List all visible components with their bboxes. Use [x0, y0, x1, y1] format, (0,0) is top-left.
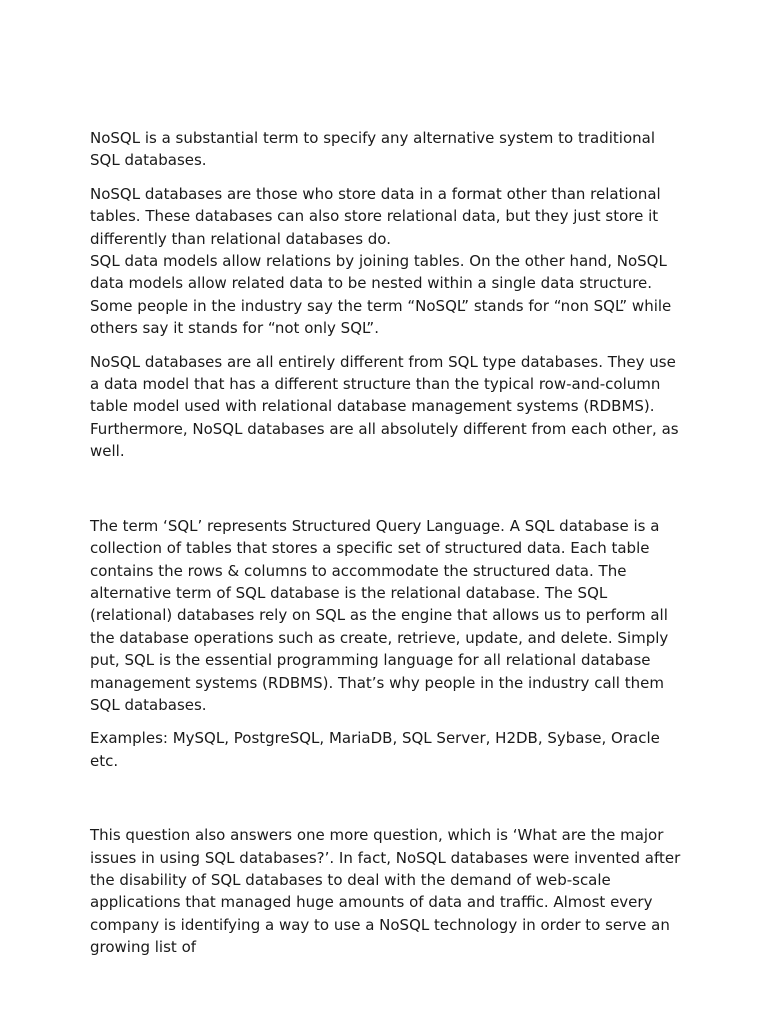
- paragraph-sql-definition: The term ‘SQL’ represents Structured Query Language. A SQL database is a collection of tables that stores a specific set of structured data. Each table contains the rows & columns to accommodate the structured data. The alternative term of SQL database is the relational database. The SQL (relational) databases rely on SQL as the engine that allows us to perform all the database operations such as create, retrieve, update, and delete. Simply put, SQL is the essential programming language for all relational database management systems (RDBMS). That’s why people in the industry call them SQL databases.: [90, 516, 669, 714]
- paragraph-nosql-differences: NoSQL databases are all entirely different from SQL type databases. They use a data model that has a different structure than the typical row-and-column table model used with relational database management systems (RDBMS). Furthermore, NoSQL databases are all absolutely different from each other, as well.: [90, 352, 679, 461]
- paragraph-nosql-storage: NoSQL databases are those who store data in a format other than relational tables. These databases can also store relational data, but they just store it differently than relational databases do.: [90, 184, 661, 248]
- paragraph-nosql-definition: NoSQL is a substantial term to specify any alternative system to traditional SQL databases.: [90, 129, 656, 170]
- paragraph-sql-issues: This question also answers one more question, which is ‘What are the major issues in using SQL databases?’. In fact, NoSQL databases were invented after the disability of SQL databases to deal with the demand of web-scale applications that managed huge amounts of data and traffic. Almost every company is identifying a way to use a NoSQL technology in order to serve an growing list of: [90, 826, 681, 957]
- document-body: [90, 127, 682, 959]
- paragraph-sql-examples: Examples: MySQL, PostgreSQL, MariaDB, SQL Server, H2DB, Sybase, Oracle etc.: [90, 729, 660, 770]
- paragraph-sql-data-models: SQL data models allow relations by joining tables. On the other hand, NoSQL data models allow related data to be nested within a single data structure. Some people in the industry say the term “NoSQL” stands for “non SQL” while others say it stands for “not only SQL”.: [90, 252, 672, 338]
